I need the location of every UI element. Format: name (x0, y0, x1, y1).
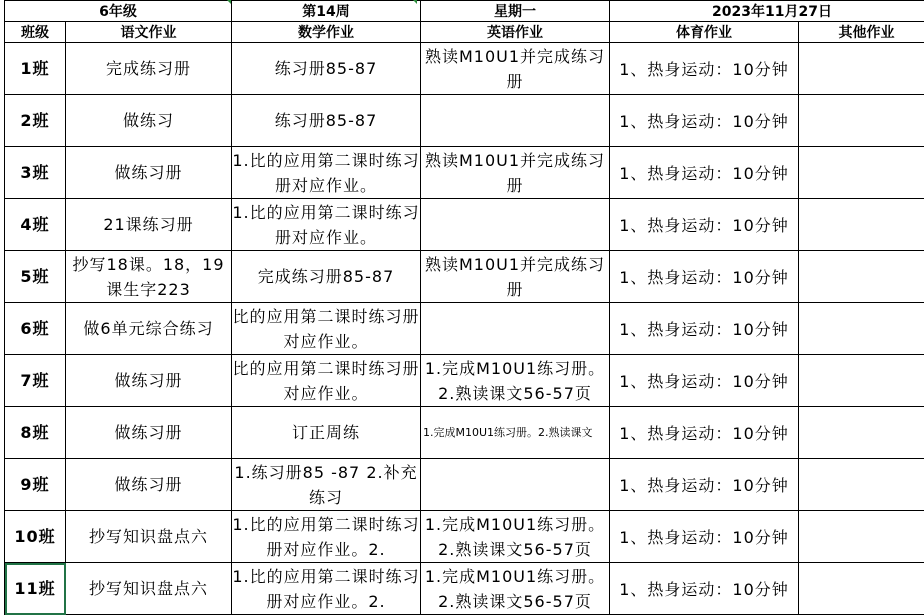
other-cell[interactable] (799, 407, 924, 459)
pe-text: 1、热身运动：10分钟 (610, 368, 798, 394)
pe-text: 1、热身运动：10分钟 (610, 472, 798, 498)
table-row (5, 251, 924, 303)
pe-text: 1、热身运动：10分钟 (610, 212, 798, 238)
chinese-cell[interactable] (66, 563, 232, 615)
chinese-text: 抄写知识盘点六 (66, 524, 231, 549)
table-row (5, 147, 924, 199)
pe-cell[interactable] (610, 251, 799, 303)
math-cell[interactable] (232, 407, 421, 459)
math-cell[interactable] (232, 355, 421, 407)
math-text: 1.比的应用第二课时练习册对应作业。 (232, 200, 420, 250)
table-row (5, 355, 924, 407)
other-cell[interactable] (799, 511, 924, 563)
english-cell[interactable] (421, 355, 610, 407)
col-header-other[interactable]: 其他作业 (799, 22, 924, 43)
other-cell[interactable] (799, 459, 924, 511)
math-cell[interactable] (232, 95, 421, 147)
pe-text: 1、热身运动：10分钟 (610, 160, 798, 186)
chinese-cell[interactable] (66, 459, 232, 511)
math-cell[interactable] (232, 147, 421, 199)
class-cell[interactable]: 3班 (5, 147, 66, 199)
math-text: 1.练习册85 -87 2.补充练习 (232, 460, 420, 510)
english-cell[interactable] (421, 563, 610, 615)
class-cell[interactable]: 10班 (5, 511, 66, 563)
english-text (421, 484, 609, 485)
english-cell[interactable] (421, 43, 610, 95)
other-cell[interactable] (799, 303, 924, 355)
math-text: 比的应用第二课时练习册对应作业。 (232, 356, 420, 406)
english-text: 1.完成M10U1练习册。2.熟读课文56-57页 (421, 511, 609, 562)
english-cell[interactable] (421, 95, 610, 147)
english-text: 1.完成M10U1练习册。2.熟读课文 (421, 420, 610, 445)
pe-cell[interactable] (610, 43, 799, 95)
table-row (5, 43, 924, 95)
english-cell[interactable] (421, 407, 610, 459)
english-cell[interactable] (421, 459, 610, 511)
chinese-cell[interactable] (66, 147, 232, 199)
math-cell[interactable] (232, 43, 421, 95)
pe-cell[interactable] (610, 355, 799, 407)
math-text: 订正周练 (232, 420, 420, 445)
english-text: 1.完成M10U1练习册。2.熟读课文56-57页 (421, 355, 609, 406)
date-cell[interactable]: 2023年11月27日 (610, 1, 924, 22)
english-cell[interactable] (421, 251, 610, 303)
column-header-row (5, 22, 924, 43)
col-header-math[interactable]: 数学作业 (232, 22, 421, 43)
table-row (5, 199, 924, 251)
chinese-text: 做练习册 (66, 472, 231, 497)
math-text: 1.比的应用第二课时练习册对应作业。 (232, 148, 420, 198)
pe-cell[interactable] (610, 511, 799, 563)
week-cell[interactable]: 第14周 (232, 1, 421, 22)
class-cell[interactable]: 1班 (5, 43, 66, 95)
english-cell[interactable] (421, 511, 610, 563)
english-cell[interactable] (421, 147, 610, 199)
title-row (5, 1, 924, 22)
other-cell[interactable] (799, 147, 924, 199)
weekday-cell[interactable]: 星期一 (421, 1, 610, 22)
math-text: 比的应用第二课时练习册对应作业。 (232, 304, 420, 354)
english-cell[interactable] (421, 199, 610, 251)
class-cell[interactable]: 4班 (5, 199, 66, 251)
class-cell[interactable]: 5班 (5, 251, 66, 303)
pe-cell[interactable] (610, 147, 799, 199)
other-cell[interactable] (799, 355, 924, 407)
math-text: 练习册85-87 (232, 108, 420, 133)
col-header-pe[interactable]: 体育作业 (610, 22, 799, 43)
class-cell[interactable]: 6班 (5, 303, 66, 355)
other-cell[interactable] (799, 563, 924, 615)
chinese-cell[interactable] (66, 43, 232, 95)
math-cell[interactable] (232, 459, 421, 511)
math-text: 1.比的应用第二课时练习册对应作业。2. (232, 511, 420, 562)
chinese-cell[interactable] (66, 199, 232, 251)
pe-text: 1、热身运动：10分钟 (610, 420, 798, 446)
chinese-cell[interactable] (66, 355, 232, 407)
chinese-text: 做6单元综合练习 (66, 316, 231, 341)
chinese-cell[interactable] (66, 407, 232, 459)
pe-text: 1、热身运动：10分钟 (610, 264, 798, 290)
class-cell[interactable]: 7班 (5, 355, 66, 407)
other-cell[interactable] (799, 199, 924, 251)
pe-cell[interactable] (610, 407, 799, 459)
class-cell[interactable]: 2班 (5, 95, 66, 147)
chinese-text: 完成练习册 (66, 56, 231, 81)
col-header-class[interactable]: 班级 (5, 22, 66, 43)
chinese-text: 做练习册 (66, 160, 231, 185)
math-cell[interactable] (232, 199, 421, 251)
other-cell[interactable] (799, 95, 924, 147)
chinese-cell[interactable] (66, 303, 232, 355)
table-row (5, 95, 924, 147)
english-text (421, 328, 609, 329)
col-header-english[interactable]: 英语作业 (421, 22, 610, 43)
homework-table (4, 0, 924, 615)
pe-text: 1、热身运动：10分钟 (610, 316, 798, 342)
english-text: 熟读M10U1并完成练习册 (421, 251, 609, 302)
pe-cell[interactable] (610, 303, 799, 355)
pe-text: 1、热身运动：10分钟 (610, 56, 798, 82)
math-text: 完成练习册85-87 (232, 264, 420, 289)
english-text (421, 120, 609, 121)
chinese-text: 做练习册 (66, 420, 231, 445)
table-row (5, 303, 924, 355)
class-cell-selected[interactable]: 11班 (5, 563, 66, 615)
chinese-text: 抄写知识盘点六 (66, 576, 231, 601)
comment-marker-icon (227, 0, 231, 4)
pe-cell[interactable] (610, 95, 799, 147)
table-row (5, 563, 924, 615)
pe-text: 1、热身运动：10分钟 (610, 108, 798, 134)
class-cell[interactable]: 9班 (5, 459, 66, 511)
math-cell[interactable] (232, 251, 421, 303)
pe-cell[interactable] (610, 199, 799, 251)
english-text: 1.完成M10U1练习册。2.熟读课文56-57页 (421, 563, 609, 614)
chinese-text: 做练习册 (66, 368, 231, 393)
english-text (421, 224, 609, 225)
comment-marker-icon (413, 0, 417, 4)
col-header-chinese[interactable]: 语文作业 (66, 22, 232, 43)
math-text: 1.比的应用第二课时练习册对应作业。2. (232, 563, 420, 614)
table-row (5, 511, 924, 563)
english-cell[interactable] (421, 303, 610, 355)
table-row (5, 459, 924, 511)
other-cell[interactable] (799, 43, 924, 95)
chinese-cell[interactable] (66, 95, 232, 147)
class-cell[interactable]: 8班 (5, 407, 66, 459)
chinese-cell[interactable] (66, 511, 232, 563)
english-text: 熟读M10U1并完成练习册 (421, 147, 609, 198)
math-cell[interactable] (232, 303, 421, 355)
math-text: 练习册85-87 (232, 56, 420, 81)
grade-cell[interactable]: 6年级 (5, 1, 232, 22)
pe-cell[interactable] (610, 459, 799, 511)
table-row (5, 407, 924, 459)
pe-text: 1、热身运动：10分钟 (610, 524, 798, 550)
math-cell[interactable] (232, 511, 421, 563)
chinese-text: 做练习 (66, 108, 231, 133)
english-text: 熟读M10U1并完成练习册 (421, 43, 609, 94)
other-cell[interactable] (799, 251, 924, 303)
chinese-text: 抄写18课。18，19课生字223 (66, 252, 231, 302)
math-cell[interactable] (232, 563, 421, 615)
pe-text: 1、热身运动：10分钟 (610, 576, 798, 602)
chinese-cell[interactable] (66, 251, 232, 303)
chinese-text: 21课练习册 (66, 212, 231, 237)
pe-cell[interactable] (610, 563, 799, 615)
